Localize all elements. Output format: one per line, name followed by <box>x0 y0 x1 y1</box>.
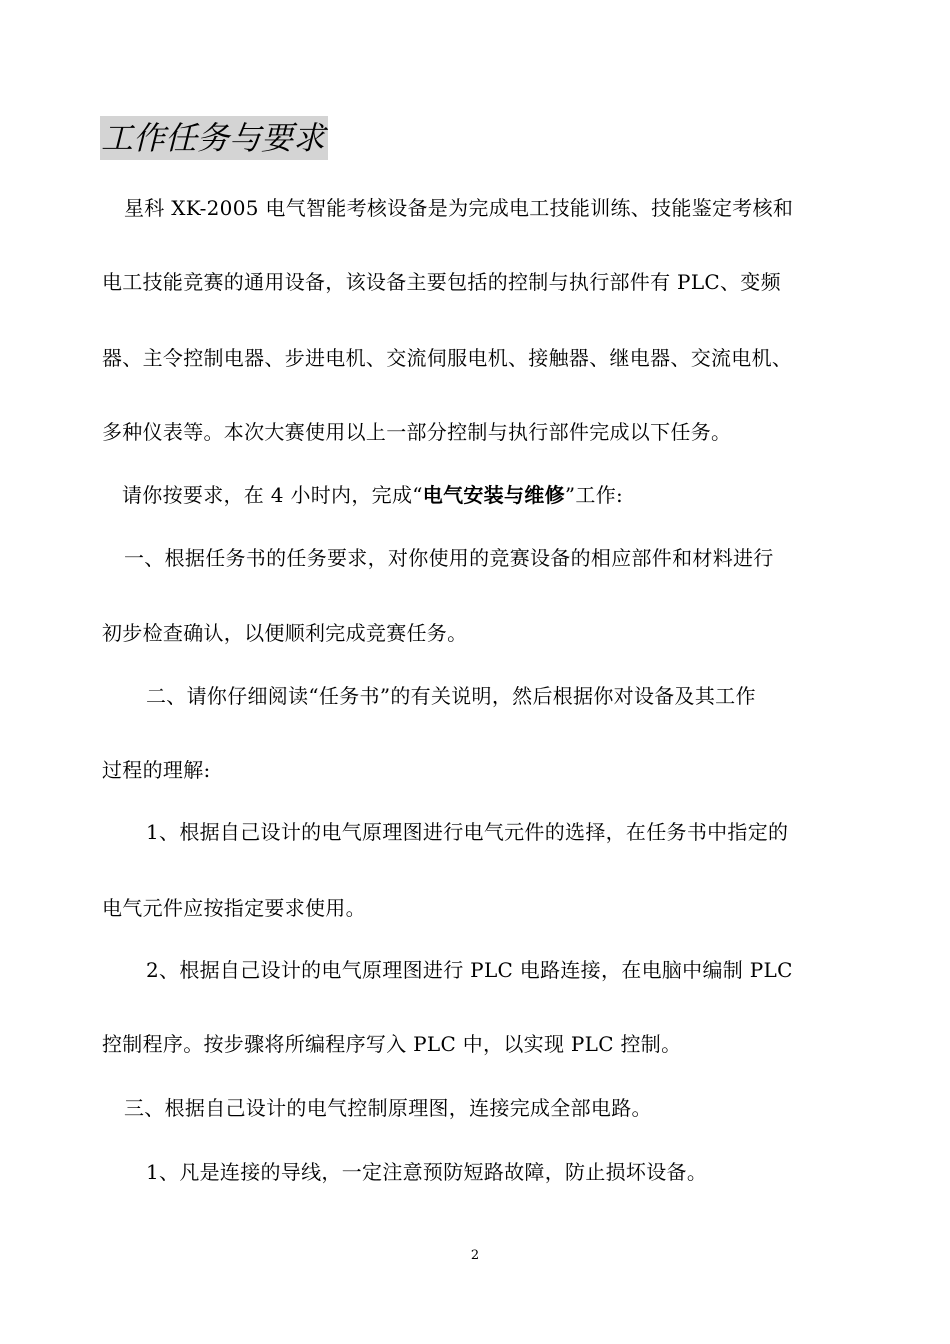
section2-item1-line-1: 1、根据自己设计的电气原理图进行电气元件的选择，在任务书中指定的 <box>146 820 789 844</box>
section2-line-2: 过程的理解: <box>102 758 211 782</box>
section2-item1-line-2: 电气元件应按指定要求使用。 <box>102 896 366 920</box>
section2-line-1: 二、请你仔细阅读“任务书”的有关说明，然后根据你对设备及其工作 <box>146 684 756 708</box>
section2-item2-line-1: 2、根据自己设计的电气原理图进行 PLC 电路连接，在电脑中编制 PLC <box>146 958 793 982</box>
page-title: 工作任务与要求 <box>100 116 328 160</box>
section1-line-2: 初步检查确认，以便顺利完成竞赛任务。 <box>102 621 468 645</box>
section3-line: 三、根据自己设计的电气控制原理图，连接完成全部电路。 <box>124 1096 652 1120</box>
section3-item1-line: 1、凡是连接的导线，一定注意预防短路故障，防止损坏设备。 <box>146 1160 708 1184</box>
intro-line-1: 星科 XK-2005 电气智能考核设备是为完成电工技能训练、技能鉴定考核和 <box>124 196 794 220</box>
intro-line-4: 多种仪表等。本次大赛使用以上一部分控制与执行部件完成以下任务。 <box>102 420 732 444</box>
page-number: 2 <box>470 1248 480 1263</box>
intro-line-2: 电工技能竞赛的通用设备，该设备主要包括的控制与执行部件有 PLC、变频 <box>102 270 781 294</box>
section2-item2-line-2: 控制程序。按步骤将所编程序写入 PLC 中，以实现 PLC 控制。 <box>102 1032 682 1056</box>
instruction-line <box>122 481 882 509</box>
instruction-text-after: ”工作: <box>564 483 624 507</box>
instruction-text-before: 请你按要求，在 4 小时内，完成“ <box>122 483 423 507</box>
intro-line-3: 器、主令控制电器、步进电机、交流伺服电机、接触器、继电器、交流电机、 <box>102 346 793 370</box>
section1-line-1: 一、根据任务书的任务要求，对你使用的竞赛设备的相应部件和材料进行 <box>124 546 774 570</box>
instruction-task-name: 电气安装与维修 <box>422 483 565 507</box>
